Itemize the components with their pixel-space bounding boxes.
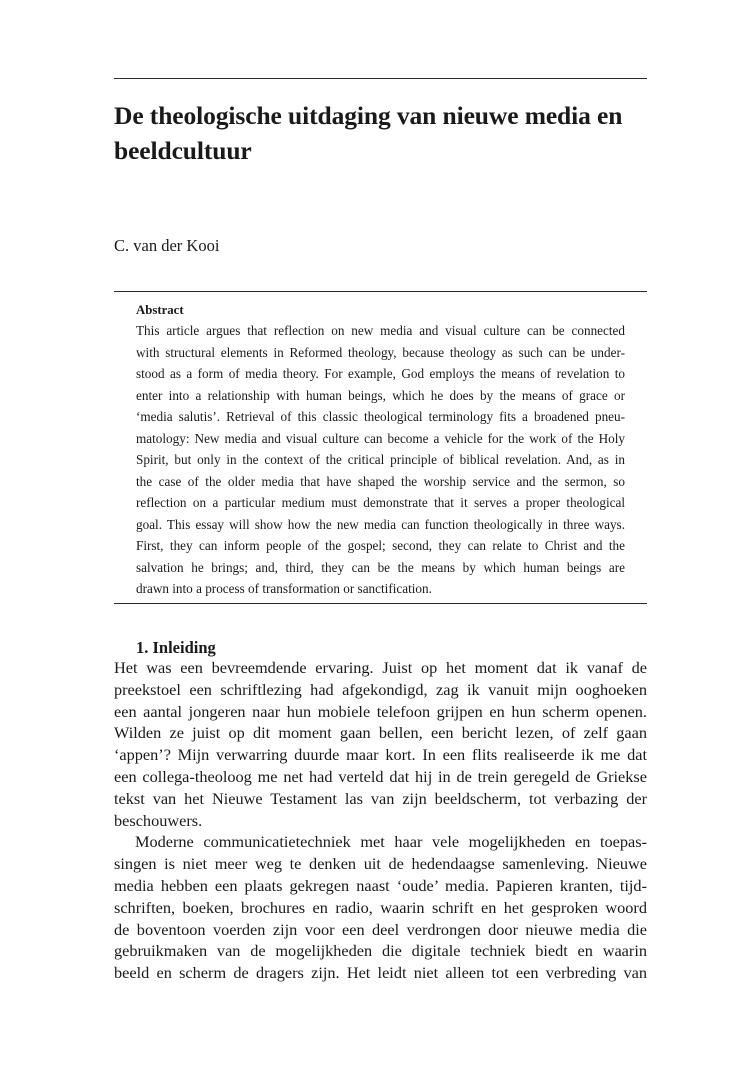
author-name: C. van der Kooi: [114, 236, 220, 255]
abstract-bottom-rule: [114, 603, 647, 604]
abstract-line: ‘media salutis’. Retrieval of this classic theological terminology fits a broadened pneu-: [136, 409, 625, 424]
body-line: een aantal jongeren naar hun mobiele telefoon grijpen en hun scherm openen.: [114, 701, 647, 721]
body-line: de boventoon voerden zijn voor een deel verdrongen door nieuwe media die: [114, 919, 647, 939]
body-line: Moderne communicatietechniek met haar vele mogelijkheden en toepas-: [135, 832, 647, 852]
abstract-line: enter into a relationship with human beings, which he does by the means of grace or: [136, 387, 625, 403]
abstract-line: This article argues that reflection on new media and visual culture can be connected: [136, 323, 625, 338]
abstract-line: goal. This essay will show how the new media can function theologically in three ways.: [136, 516, 625, 532]
article-title: De theologische uitdaging van nieuwe media en beeldcultuur: [114, 101, 623, 165]
body-line: beschouwers.: [114, 810, 203, 830]
body-line: Wilden ze juist op dit moment gaan bellen, een bericht lezen, of zelf gaan: [114, 723, 647, 743]
body-line: tekst van het Nieuwe Testament las van zijn beeldscherm, tot verbazing der: [114, 788, 647, 808]
body-line: singen is niet meer weg te denken uit de hedendaagse samenleving. Nieuwe: [114, 854, 647, 874]
body-text: [114, 657, 647, 984]
body-line: Het was een bevreemdende ervaring. Juist op het moment dat ik vanaf de: [114, 658, 647, 677]
abstract-top-rule: [114, 291, 647, 292]
body-line: media hebben een plaats gekregen naast ‘oude’ media. Papieren kranten, tijd-: [114, 875, 647, 895]
abstract-line: First, they can inform people of the gospel; second, they can relate to Christ and the: [136, 538, 625, 553]
body-line: beeld en scherm de dragers zijn. Het leidt niet alleen tot een verbreding van: [114, 963, 647, 983]
top-rule: [114, 78, 647, 79]
abstract-line: Spirit, but only in the context of the critical principle of biblical revelation. And, as in: [136, 452, 625, 467]
body-line: gebruikmaken van de mogelijkheden die digitale techniek biedt en waarin: [114, 941, 647, 961]
abstract-body: [136, 320, 625, 600]
abstract-line: the case of the older media that have shaped the worship service and the sermon, so: [136, 473, 625, 489]
abstract-line: reflection on a particular medium must demonstrate that it serves a proper theological: [136, 495, 625, 510]
body-line: schriften, boeken, brochures en radio, waarin schrift en het gesproken woord: [114, 897, 647, 917]
abstract-line: salvation he brings; and, third, they can be the means by which human beings are: [136, 559, 625, 575]
body-line: een collega-theoloog me net had verteld dat hij in de trein geregeld de Griekse: [114, 766, 647, 786]
body-line: preekstoel een schriftlezing had afgekondigd, zag ik vanuit mijn ooghoeken: [114, 679, 647, 699]
body-line: ‘appen’? Mijn verwarring duurde maar kort. In een flits realiseerde ik me dat: [114, 745, 647, 765]
abstract-line: drawn into a process of transformation or sanctification.: [136, 581, 432, 596]
abstract-line: matology: New media and visual culture can become a vehicle for the work of the Holy: [136, 430, 625, 446]
abstract-heading: Abstract: [136, 303, 184, 317]
section-heading: 1. Inleiding: [136, 638, 216, 657]
abstract-line: with structural elements in Reformed theology, because theology as such can be under-: [136, 344, 625, 360]
abstract-line: stood as a form of media theory. For example, God employs the means of revelation to: [136, 366, 625, 381]
